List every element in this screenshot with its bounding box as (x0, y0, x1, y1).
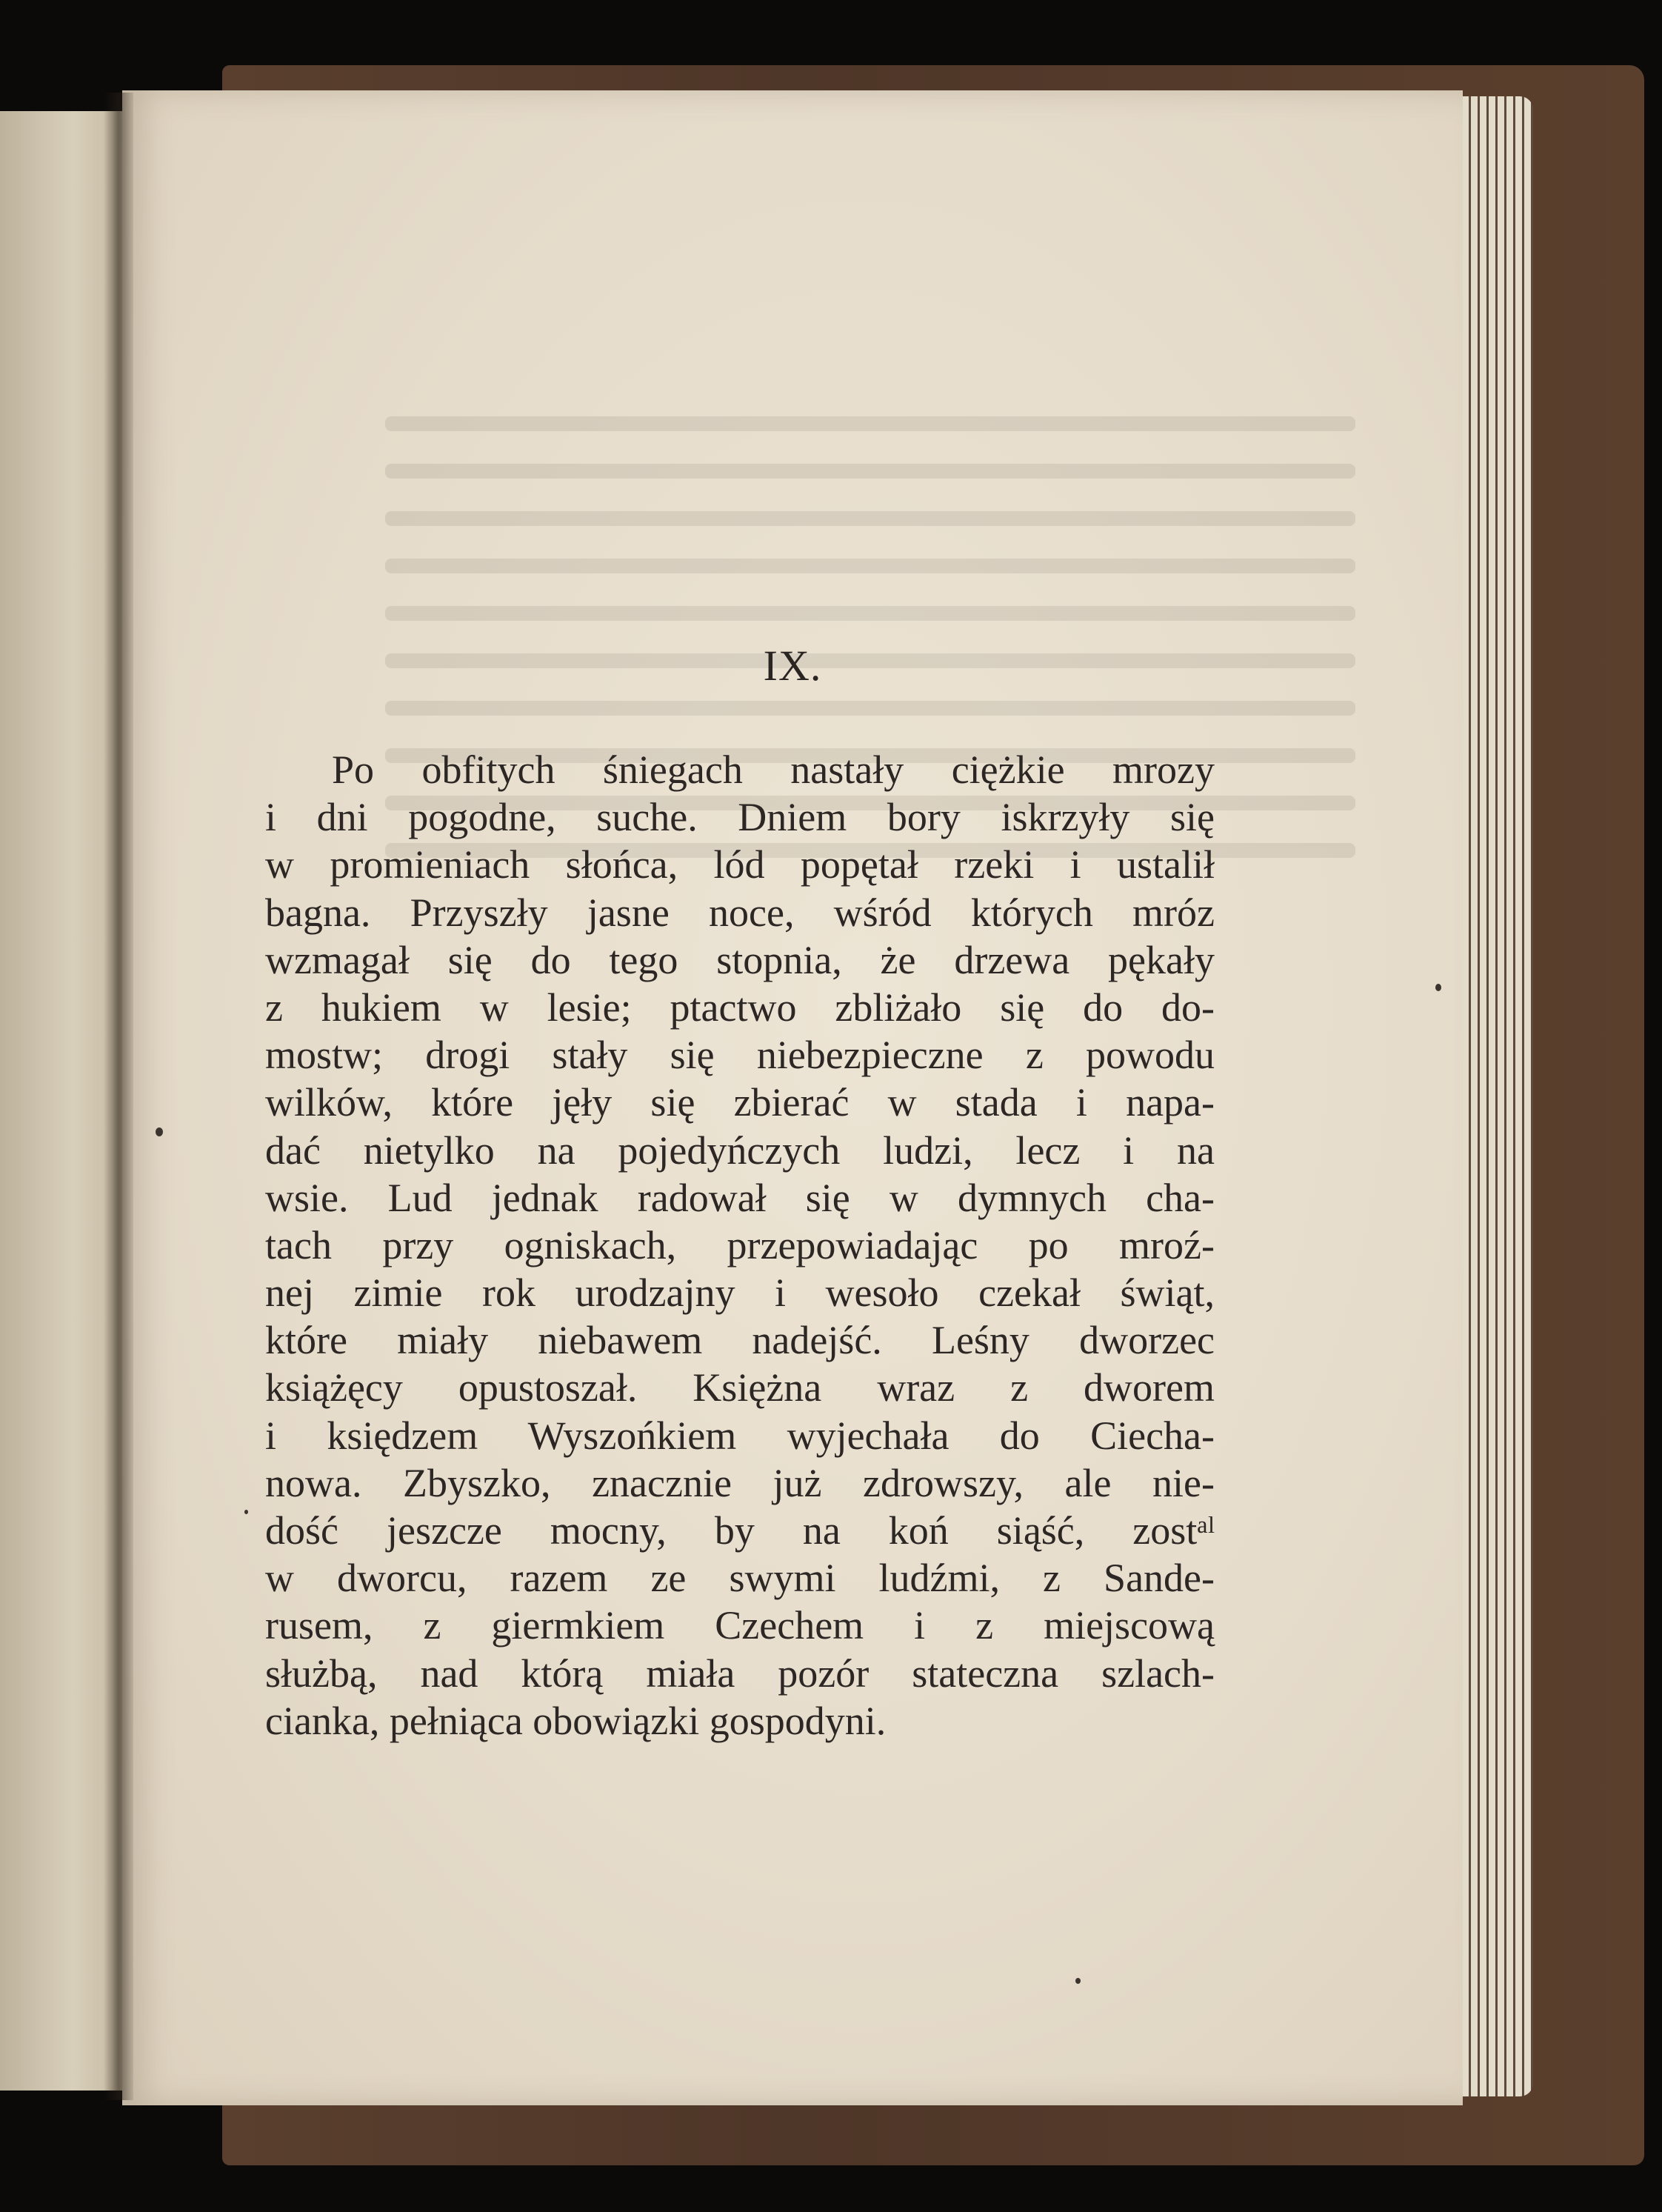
text-line: nej zimie rok urodzajny i wesoło czekał świąt, (265, 1270, 1215, 1316)
text-line: i dni pogodne, suche. Dniem bory iskrzyły się (265, 795, 1215, 840)
text-line: mostw; drogi stały się niebezpieczne z powodu (265, 1033, 1215, 1078)
chapter-heading: IX. (763, 642, 822, 690)
text-line: rusem, z giermkiem Czechem i z miejscową (265, 1603, 1215, 1648)
text-line: służbą, nad którą miała pozór stateczna szlach- (265, 1650, 1215, 1696)
text-line: książęcy opustoszał. Księżna wraz z dworem (265, 1365, 1215, 1410)
text-line: wsie. Lud jednak radował się w dymnych cha- (265, 1175, 1215, 1220)
text-line: które miały niebawem nadejść. Leśny dworzec (265, 1318, 1215, 1363)
text-line: tach przy ogniskach, przepowiadając po mroź- (265, 1222, 1215, 1267)
paper-speck (244, 1510, 248, 1514)
text-line: bagna. Przyszły jasne noce, wśród których mróz (265, 890, 1215, 935)
gutter-shadow (104, 93, 133, 2100)
text-line: nowa. Zbyszko, znacznie już zdrowszy, ale nie- (265, 1460, 1215, 1505)
text-line: w promieniach słońca, lód popętał rzeki i ustalił (265, 842, 1215, 887)
text-line: dać nietylko na pojedyńczych ludzi, lecz i na (265, 1127, 1215, 1173)
text-line: i księdzem Wyszońkiem wyjechała do Ciecha- (265, 1413, 1215, 1458)
text-line: cianka, pełniąca obowiązki gospodyni. (265, 1698, 887, 1743)
chapter-text (265, 746, 1215, 1745)
text-line: wilków, które jęły się zbierać w stada i napa- (265, 1080, 1215, 1125)
paper-speck (156, 1127, 163, 1136)
text-line: dość jeszcze mocny, by na koń siąść, zostᵃˡ (265, 1508, 1215, 1553)
text-line: wzmagał się do tego stopnia, że drzewa pękały (265, 937, 1215, 982)
paper-speck (1435, 984, 1441, 991)
text-line: w dworcu, razem ze swymi ludźmi, z Sande- (265, 1556, 1215, 1601)
paper-speck (1075, 1978, 1081, 1984)
text-line: z hukiem w lesie; ptactwo zbliżało się do do- (265, 985, 1215, 1030)
text-line: Po obfitych śniegach nastały ciężkie mrozy (332, 747, 1215, 792)
